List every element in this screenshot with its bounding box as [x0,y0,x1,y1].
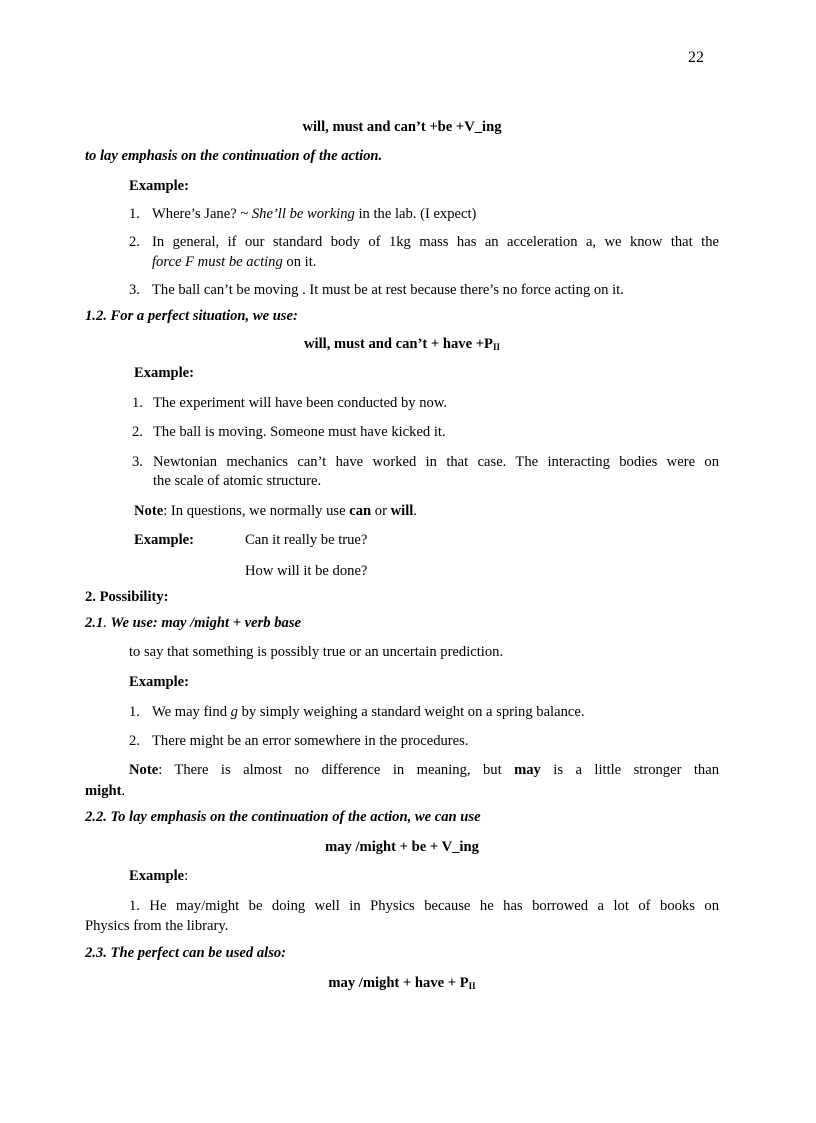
example-text: The ball is moving. Someone must have kicked it. [153,424,446,440]
example-text: Where’s Jane? ~ She’ll be working in the lab. (I expect) [152,206,477,222]
example-text: Physics from the library. [85,918,229,934]
example-label: Example: [134,532,194,548]
section-heading-2-1: 2.1. We use: may /might + verb base [85,615,301,631]
list-item: 2. [129,733,140,749]
intro-text: to say that something is possibly true or an uncertain prediction. [129,644,504,660]
page-number: 22 [688,49,704,66]
formula-will-have-p2: will, must and can’t + have $+P_{II}$ [304,336,500,352]
example-text: The experiment will have been conducted by now. [153,395,448,411]
section-heading-2-3: 2.3. The perfect can be used also: [85,945,287,961]
list-item: 3. [132,454,143,470]
formula-will-must-be-ving: will, must and can’t +be +V_ing [302,119,502,135]
example-label: Example: [129,178,189,194]
list-item: 1. [132,395,143,411]
list-item: 3. [129,282,140,298]
example-text: We may find g by simply weighing a standard weight on a spring balance. [152,704,585,720]
section-heading-2-2: 2.2. To lay emphasis on the continuation of the action, we can use [85,809,481,825]
example-text: How will it be done? [245,563,368,579]
list-item: 2. [132,424,143,440]
formula-may-have-p2: may /might + have + $P_{II}$ [328,975,476,991]
example-text: force F must be acting on it. [152,254,317,270]
example-text: Can it really be true? [245,532,368,548]
section-heading-1-2: 1.2. For a perfect situation, we use: [85,308,298,324]
example-label: Example: [129,868,189,884]
purpose-continuation: to lay emphasis on the continuation of the action. [85,148,383,164]
example-text: the scale of atomic structure. [153,473,322,489]
example-text: There might be an error somewhere in the procedures. [152,733,469,749]
example-label: Example: [134,365,194,381]
note-questions: Note: In questions, we normally use can or will. [134,503,417,519]
example-text: In general, if our standard body of 1kg mass has an acceleration a, we know that the [152,234,719,250]
note-may-might-cont: might. [85,783,126,799]
list-item: 2. [129,234,140,250]
example-text: Newtonian mechanics can’t have worked in that case. The interacting bodies were on [153,454,719,470]
section-heading-2: 2. Possibility: [85,589,169,605]
example-label: Example: [129,674,189,690]
example-text: 1. He may/might be doing well in Physics because he has borrowed a lot of books on [129,898,719,914]
example-text: The ball can’t be moving . It must be at rest because there’s no force acting on it. [152,282,624,298]
note-may-might: Note: There is almost no difference in meaning, but may is a little stronger than [129,762,720,778]
formula-may-be-ving: may /might + be + V_ing [325,839,479,855]
list-item: 1. [129,704,140,720]
list-item: 1. [129,206,140,222]
